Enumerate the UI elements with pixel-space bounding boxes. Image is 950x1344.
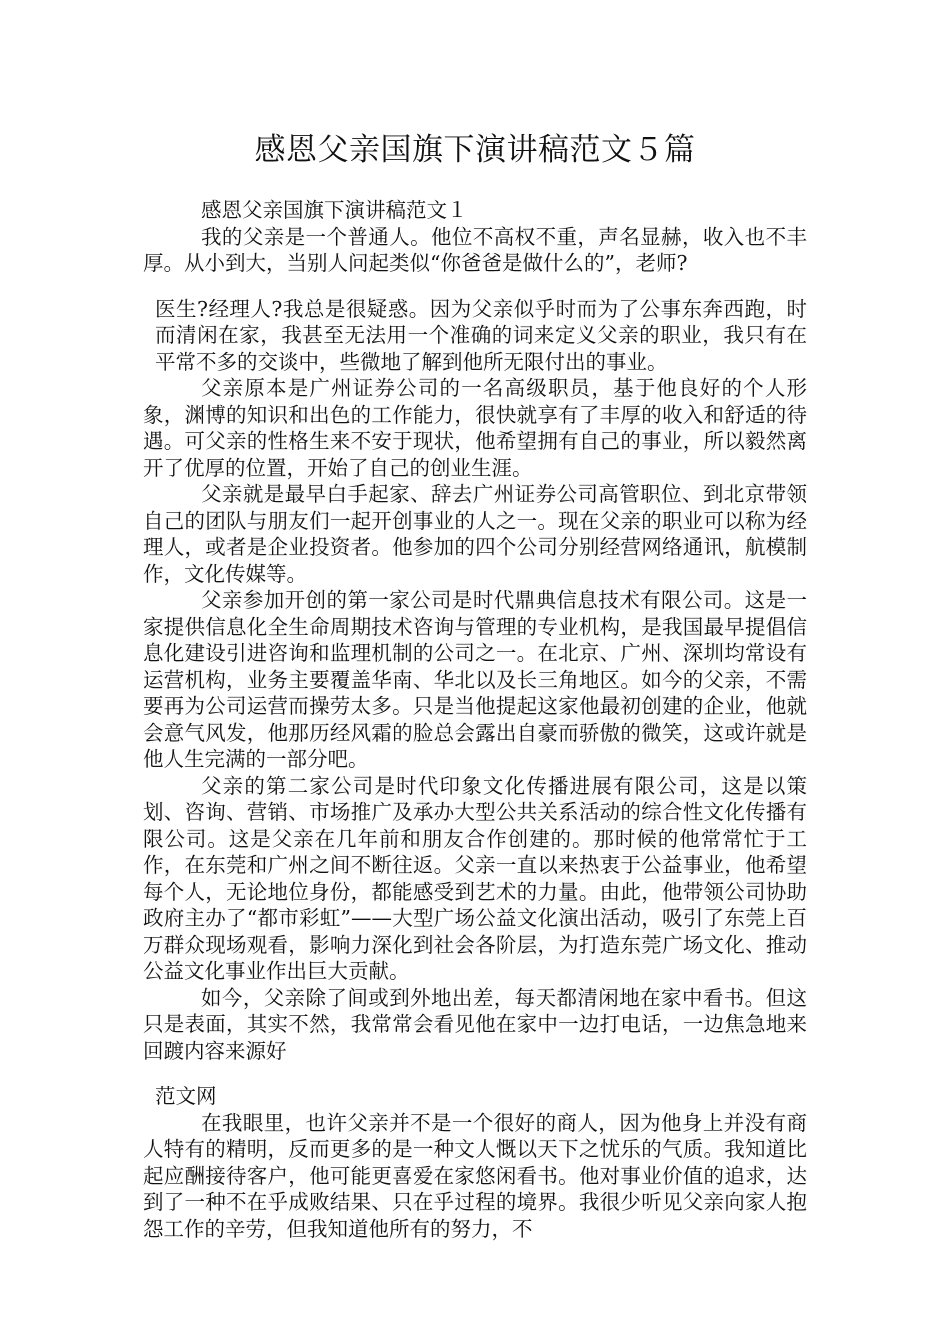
paragraph-4: 父亲就是最早白手起家、辞去广州证券公司高管职位、到北京带领自己的团队与朋友们一起开创事业的人之一。现在父亲的职业可以称为经理人，或者是企业投资者。他参加的四个公司分别经营网络通讯，航模制作，文化传媒等。 — [143, 482, 807, 586]
source-label: 范文网 — [155, 1084, 217, 1108]
paragraph-3: 父亲原本是广州证券公司的一名高级职员，基于他良好的个人形象，渊博的知识和出色的工作能力，很快就享有了丰厚的收入和舒适的待遇。可父亲的性格生来不安于现状，他希望拥有自己的事业，所以毅然离开了优厚的位置，开始了自己的创业生涯。 — [143, 376, 807, 480]
section-heading: 感恩父亲国旗下演讲稿范文１ — [201, 198, 468, 222]
paragraph-8: 在我眼里，也许父亲并不是一个很好的商人，因为他身上并没有商人特有的精明，反而更多的是一种文人慨以天下之忧乐的气质。我知道比起应酬接待客户，他可能更喜爱在家悠闲看书。他对事业价值的追求，达到了一种不在乎成败结果、只在乎过程的境界。我很少听见父亲向家人抱怨工作的辛劳，但我知道他所有的努力，不 — [143, 1110, 807, 1241]
paragraph-2: 医生?经理人?我总是很疑惑。因为父亲似乎时而为了公事东奔西跑，时而清闲在家，我甚至无法用一个准确的词来定义父亲的职业，我只有在平常不多的交谈中，些微地了解到他所无限付出的事业。 — [155, 296, 807, 374]
paragraph-1: 我的父亲是一个普通人。他位不高权不重，声名显赫，收入也不丰厚。从小到大，当别人问起类似“你爸爸是做什么的”，老师? — [143, 224, 807, 275]
paragraph-6: 父亲的第二家公司是时代印象文化传播进展有限公司，这是以策划、咨询、营销、市场推广及承办大型公共关系活动的综合性文化传播有限公司。这是父亲在几年前和朋友合作创建的。那时候的他常常忙于工作，在东莞和广州之间不断往返。父亲一直以来热衷于公益事业，他希望每个人，无论地位身份，都能感受到艺术的力量。由此，他带领公司协助政府主办了“都市彩虹”——大型广场公益文化演出活动，吸引了东莞上百万群众现场观看，影响力深化到社会各阶层，为打造东莞广场文化、推动公益文化事业作出巨大贡献。 — [143, 773, 807, 983]
paragraph-7: 如今，父亲除了间或到外地出差，每天都清闲地在家中看书。但这只是表面，其实不然，我常常会看见他在家中一边打电话，一边焦急地来回踱内容来源好 — [143, 985, 807, 1063]
document-title: 感恩父亲国旗下演讲稿范文５篇 — [254, 132, 696, 168]
paragraph-5: 父亲参加开创的第一家公司是时代鼎典信息技术有限公司。这是一家提供信息化全生命周期技术咨询与管理的专业机构，是我国最早提倡信息化建设引进咨询和监理机制的公司之一。在北京、广州、深圳均常设有运营机构，业务主要覆盖华南、华北以及长三角地区。如今的父亲，不需要再为公司运营而操劳太多。只是当他提起这家他最初创建的企业，他就会意气风发，他那历经风霜的脸总会露出自豪而骄傲的微笑，这或许就是他人生完满的一部分吧。 — [143, 588, 807, 771]
document-body — [143, 197, 807, 1242]
